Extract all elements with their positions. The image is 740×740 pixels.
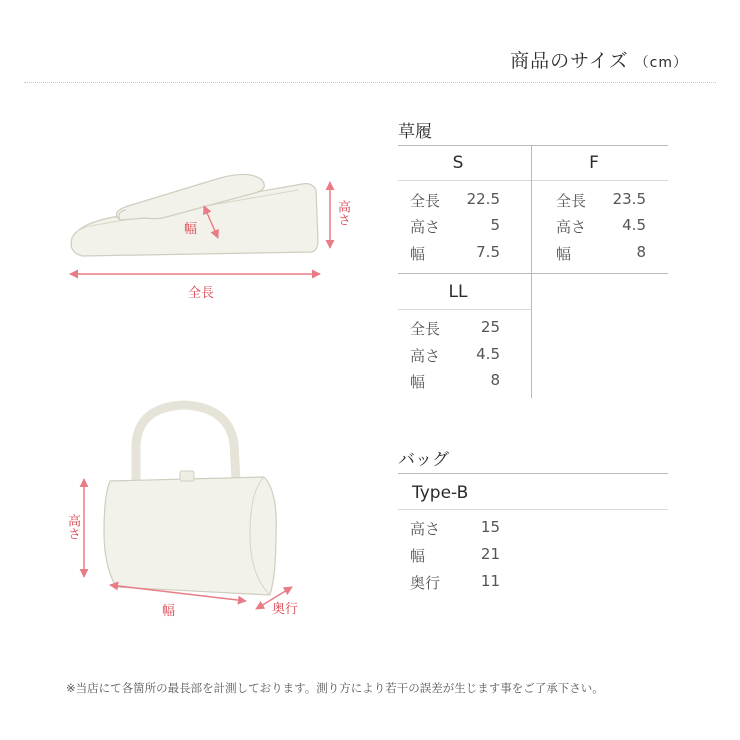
bag-height-label: 高さ <box>65 514 80 540</box>
bag-table-top-rule <box>398 473 668 474</box>
zori-table-divider <box>531 145 532 398</box>
row-label: 高さ <box>410 218 441 236</box>
size-f-row-width <box>556 243 646 263</box>
zori-middle-rule <box>398 273 668 274</box>
bag-handle-shape <box>136 405 236 481</box>
size-f-rule <box>532 180 668 181</box>
row-label: 全長 <box>556 192 587 210</box>
row-label: 奥行 <box>410 574 441 592</box>
zori-table-top-rule <box>398 145 668 146</box>
size-ll-header: LL <box>448 282 468 302</box>
row-value: 22.5 <box>466 190 500 208</box>
row-label: 高さ <box>410 347 441 365</box>
bag-width-label: 幅 <box>162 604 176 619</box>
row-value: 7.5 <box>476 243 500 261</box>
bag-depth-label: 奥行 <box>272 602 299 617</box>
size-f-header: F <box>589 153 599 173</box>
row-label: 幅 <box>410 373 426 391</box>
size-ll-row-height <box>410 345 500 365</box>
row-value: 5 <box>490 216 500 234</box>
row-value: 8 <box>490 371 500 389</box>
row-value: 4.5 <box>622 216 646 234</box>
bag-type-header: Type-B <box>412 483 469 503</box>
row-label: 高さ <box>556 218 587 236</box>
zori-length-label: 全長 <box>188 286 215 301</box>
unit-label: （cm） <box>634 55 688 71</box>
zori-height-label: 高さ <box>335 200 350 226</box>
row-value: 25 <box>480 318 500 336</box>
row-label: 幅 <box>410 547 426 565</box>
size-s-row-height <box>410 216 500 236</box>
bag-section-title: バッグ <box>398 450 449 470</box>
row-value: 23.5 <box>612 190 646 208</box>
bag-row-width <box>410 545 500 565</box>
row-value: 11 <box>480 572 500 590</box>
page-title <box>510 46 688 73</box>
page-title-text: 商品のサイズ <box>510 50 629 72</box>
zori-width-label: 幅 <box>184 222 198 237</box>
bag-row-depth <box>410 572 500 592</box>
size-f-row-height <box>556 216 646 236</box>
row-value: 21 <box>480 545 500 563</box>
size-s-row-width <box>410 243 500 263</box>
row-label: 幅 <box>410 245 426 263</box>
size-ll-rule <box>398 309 531 310</box>
row-value: 8 <box>636 243 646 261</box>
row-label: 全長 <box>410 192 441 210</box>
header-divider <box>24 82 716 83</box>
size-s-header: S <box>452 153 464 173</box>
size-s-row-length <box>410 190 500 210</box>
zori-section-title: 草履 <box>398 122 432 142</box>
row-label: 全長 <box>410 320 441 338</box>
row-label: 幅 <box>556 245 572 263</box>
size-ll-row-length <box>410 318 500 338</box>
row-label: 高さ <box>410 520 441 538</box>
bag-row-height <box>410 518 500 538</box>
bag-illustration <box>60 395 310 620</box>
bag-clasp-shape <box>180 471 194 481</box>
size-s-rule <box>398 180 531 181</box>
row-value: 4.5 <box>476 345 500 363</box>
size-ll-row-width <box>410 371 500 391</box>
size-f-row-length <box>556 190 646 210</box>
measurement-note: ※当店にて各箇所の最長部を計測しております。測り方により若干の誤差が生じます事をご了承下さい。 <box>66 681 604 695</box>
row-value: 15 <box>480 518 500 536</box>
bag-type-rule <box>398 509 668 510</box>
